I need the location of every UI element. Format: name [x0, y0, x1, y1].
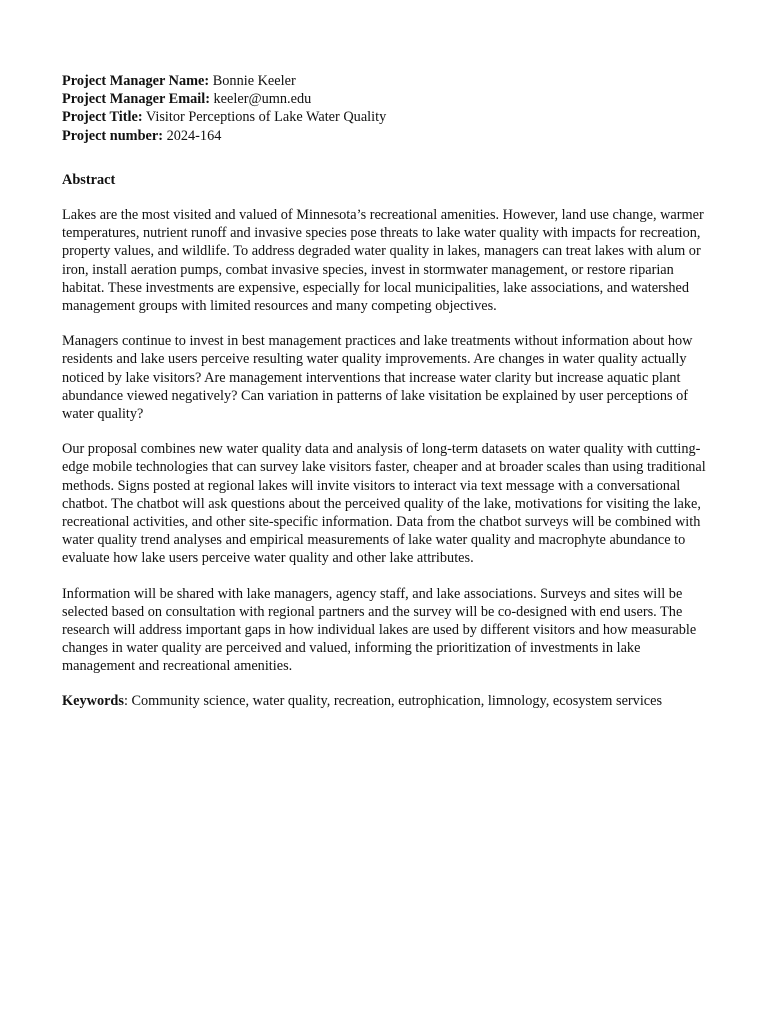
project-manager-name-label: Project Manager Name:: [62, 73, 210, 89]
project-title-value: Visitor Perceptions of Lake Water Quality: [145, 109, 387, 126]
keywords-line: [62, 692, 712, 710]
project-number-label: Project number:: [62, 127, 163, 144]
project-manager-email-value: keeler@umn.edu: [213, 91, 312, 108]
project-manager-email-label: Project Manager Email:: [62, 91, 210, 108]
keywords-text: : Community science, water quality, recreation, eutrophication, limnology, ecosystem services: [123, 692, 663, 709]
document-page: [62, 72, 712, 710]
project-title-label: Project Title:: [62, 109, 143, 126]
project-title-line: [62, 108, 712, 126]
project-manager-name-line: [62, 72, 712, 90]
abstract-paragraph-2: Managers continue to invest in best management practices and lake treatments without information about how residents and lake users perceive resulting water quality improvements. Are changes in water quality actually noticed by lake visitors? Are management interventions that increase water clarity but increase aquatic plant abundance viewed negatively? Can variation in patterns of lake visitation be explained by user perceptions of water quality?: [62, 333, 693, 423]
abstract-paragraph-1: Lakes are the most visited and valued of Minnesota’s recreational amenities. However, land use change, warmer temperatures, nutrient runoff and invasive species pose threats to lake water quality with impacts for recreation, property values, and wildlife. To address degraded water quality in lakes, managers can treat lakes with alum or iron, install aeration pumps, combat invasive species, invest in stormwater management, or restore riparian habitat. These investments are expensive, especially for local municipalities, lake associations, and watershed management groups with limited resources and many competing objectives.: [62, 207, 704, 315]
project-manager-name-value: Bonnie Keeler: [212, 73, 296, 89]
project-number-value: 2024-164: [166, 127, 222, 144]
keywords-label: Keywords: [62, 692, 124, 709]
abstract-paragraph-3: Our proposal combines new water quality data and analysis of long-term datasets on water quality with cutting-edge mobile technologies that can survey lake visitors faster, cheaper and at broader scales than using traditional methods. Signs posted at regional lakes will invite visitors to interact via text message with a conversational chatbot. The chatbot will ask questions about the perceived quality of the lake, motivations for visiting the lake, recreational activities, and other site-specific information. Data from the chatbot surveys will be combined with water quality trend analyses and empirical measurements of lake water quality and macrophyte abundance to evaluate how lake users perceive water quality and other lake attributes.: [62, 441, 706, 567]
abstract-heading: Abstract: [62, 171, 116, 188]
project-manager-email-line: [62, 90, 712, 108]
abstract-paragraph-4: Information will be shared with lake managers, agency staff, and lake associations. Surveys and sites will be selected based on consultation with regional partners and the survey will be co-designed with end users. The research will address important gaps in how individual lakes are used by different visitors and how measurable changes in water quality are perceived and valued, informing the prioritization of investments in lake management and recreational amenities.: [62, 585, 697, 675]
project-number-line: [62, 127, 712, 145]
